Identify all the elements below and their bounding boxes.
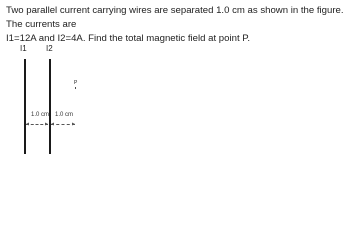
arrowhead-right-1 [45,123,48,126]
dimension-label-1: 1.0 cm [31,112,50,118]
arrowhead-left-1 [26,123,29,126]
arrowhead-left-2 [51,123,54,126]
question-line-1: Two parallel current carrying wires are separated 1.0 cm as shown in the figure. The currents are [6,5,344,30]
arrowhead-right-2 [72,123,75,126]
point-p-label: P [74,80,78,86]
wire1-label: I1 [20,44,27,53]
dimension-label-2: 1.0 cm [55,112,74,118]
question-line-2: I1=12A and I2=4A. Find the total magnetic field at point P. [6,33,251,44]
wire2-label: I2 [46,44,53,53]
